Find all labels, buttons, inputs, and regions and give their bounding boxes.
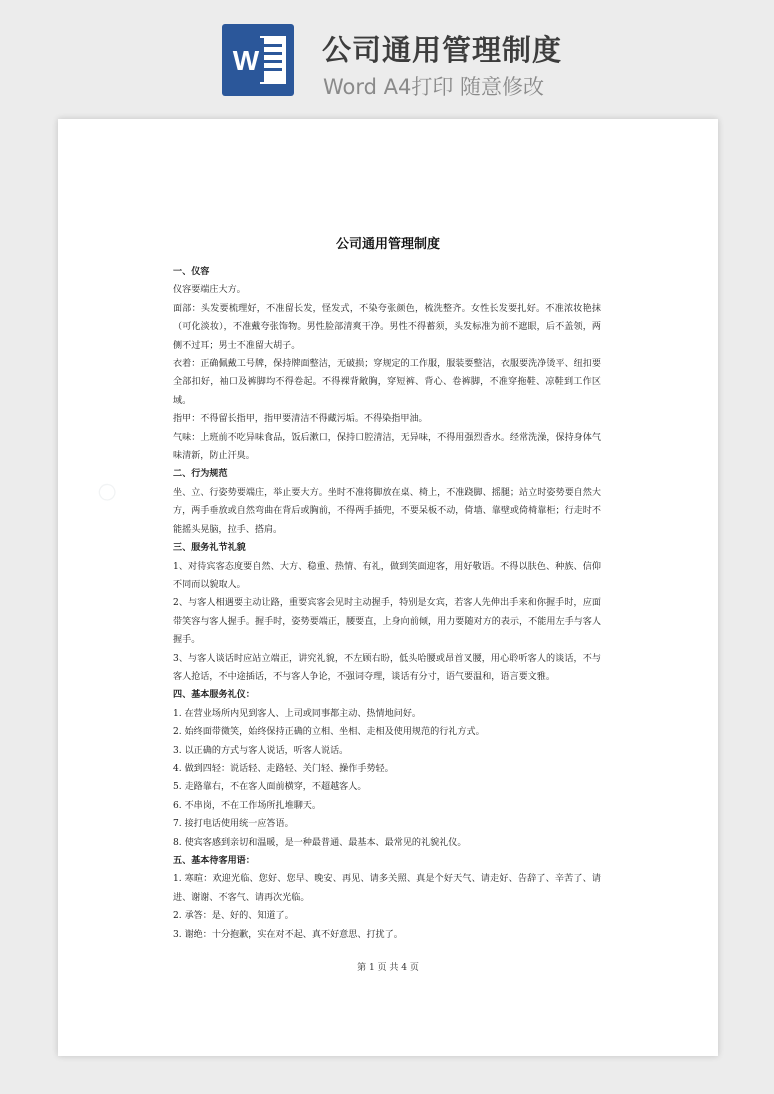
paragraph: 1. 在营业场所内见到客人、上司或同事都主动、热情地问好。 <box>173 708 422 719</box>
document-page <box>58 119 718 1056</box>
paragraph: 2. 始终面带微笑，始终保持正确的立相、坐相、走相及使用规范的行礼方式。 <box>173 727 485 738</box>
section-heading: 二、行为规范 <box>173 468 228 480</box>
paragraph: 4. 做到四轻：说话轻、走路轻、关门轻、操作手势轻。 <box>173 763 394 774</box>
paragraph: 坐、立、行姿势要端庄，举止要大方。坐时不准将脚放在桌、椅上，不准跷脚、摇腿；站立时姿势要自然大方，两手垂放或自然弯曲在背后或胸前，不得两手插兜，不要呆板不动，倚墙、靠壁或倚椅靠柜；行走时不能摇头晃脑，拉手、搭肩。 <box>173 487 601 535</box>
paragraph: 衣着：正确佩戴工号牌，保持牌面整洁，无破损；穿规定的工作服，服装要整洁，衣服要洗净烫平、纽扣要全部扣好，袖口及裤脚均不得卷起。不得裸背敞胸，穿短裤、背心、卷裤脚，不准穿拖鞋、凉鞋到工作区域。 <box>173 359 601 406</box>
paragraph: 3、与客人谈话时应站立端正，讲究礼貌，不左顾右盼，低头哈腰或昂首叉腰，用心聆听客人的谈话，不与客人抢话，不中途插话，不与客人争论，不强词夺理，谈话有分寸，语气要温和，语言要文雅。 <box>173 653 601 682</box>
paragraph: 3. 谢绝：十分抱歉，实在对不起、真不好意思、打扰了。 <box>173 929 403 940</box>
word-document-icon <box>222 24 294 96</box>
paragraph: 7. 接打电话使用统一应答语。 <box>173 819 294 830</box>
document-title: 公司通用管理制度 <box>335 237 440 252</box>
paragraph: 5. 走路靠右，不在客人面前横穿，不超越客人。 <box>173 782 367 793</box>
paragraph: 2、与客人相遇要主动让路，重要宾客会见时主动握手，特别是女宾，若客人先伸出手来和你握手时，应面带笑容与客人握手。握手时，姿势要端正，腰要直，上身向前倾，用力要随对方的表示，不能用左手与客人握手。 <box>173 598 601 646</box>
section-heading: 五、基本待客用语： <box>173 855 255 866</box>
paragraph: 6. 不串岗，不在工作场所扎堆聊天。 <box>173 800 321 811</box>
section-heading: 一、仪容 <box>173 266 210 277</box>
document-body <box>173 263 601 944</box>
paragraph: 指甲：不得留长指甲，指甲要清洁不得藏污垢。不得染指甲油。 <box>173 414 428 425</box>
paragraph: 2. 承答：是、好的、知道了。 <box>173 911 294 922</box>
paragraph: 3. 以正确的方式与客人说话，听客人说话。 <box>173 745 349 756</box>
paragraph: 8. 使宾客感到亲切和温暖，是一种最普通、最基本、最常见的礼貌礼仪。 <box>173 837 467 848</box>
banner-subtitle: Word A4打印 随意修改 <box>323 75 545 99</box>
paragraph: 仪容要端庄大方。 <box>173 285 246 296</box>
header-banner <box>0 0 774 112</box>
section-heading: 四、基本服务礼仪： <box>173 689 255 701</box>
banner-title: 公司通用管理制度 <box>322 33 563 67</box>
paragraph: 1、对待宾客态度要自然、大方、稳重、热情、有礼，做到笑面迎客，用好敬语。不得以肤色、种族、信仰不同而以貌取人。 <box>173 561 601 590</box>
svg-text:W: W <box>232 45 260 76</box>
section-heading: 三、服务礼节礼貌 <box>173 542 246 554</box>
paragraph: 气味：上班前不吃异味食品，饭后漱口，保持口腔清洁，无异味，不得用强烈香水。经常洗澡，保持身体气味清新，防止汗臭。 <box>173 432 601 462</box>
paragraph: 1. 寒暄：欢迎光临、您好、您早、晚安、再见、请多关照、真是个好天气、请走好、告辞了、辛苦了、请进、谢谢、不客气、请再次光临。 <box>173 874 601 903</box>
watermark: ○ <box>92 475 123 508</box>
paragraph: 面部：头发要梳理好，不准留长发，怪发式，不染夸张颜色，梳洗整齐。女性长发要扎好。不准浓妆艳抹（可化淡妆），不准戴夸张饰物。男性脸部清爽干净。男性不得蓄须，头发标准为前不遮眼，后不盖领，两侧不过耳；男士不准留大胡子。 <box>173 303 601 351</box>
page-number: 第 1 页 共 4 页 <box>357 963 419 973</box>
